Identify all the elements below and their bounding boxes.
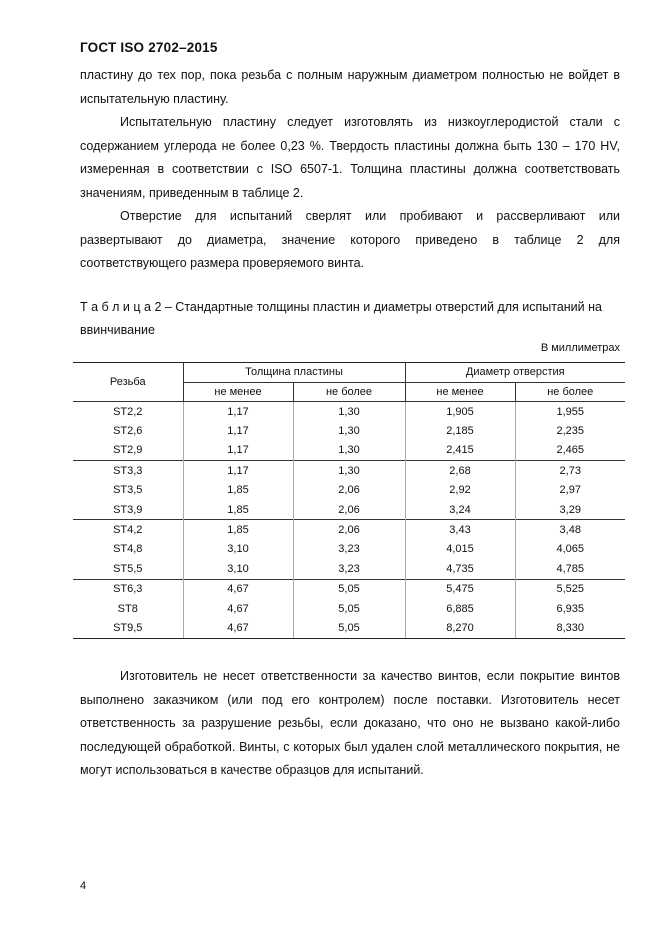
- cell-thickness-min: 4,67: [183, 599, 293, 618]
- plate-thickness-table: [73, 362, 625, 639]
- cell-diameter-min: 6,885: [405, 599, 515, 618]
- cell-thread: ST9,5: [73, 618, 183, 638]
- cell-thread: ST8: [117, 602, 138, 615]
- cell-diameter-min: 3,43: [405, 520, 515, 540]
- cell-thread: ST2,9: [113, 444, 143, 457]
- cell-thickness-min: 1,85: [183, 520, 293, 540]
- cell-diameter-max: 5,525: [515, 579, 625, 599]
- cell-diameter-max: 2,465: [515, 441, 625, 461]
- cell-diameter-max: 3,48: [515, 520, 625, 540]
- table-row: [73, 618, 625, 638]
- cell-thickness-min: 1,85: [183, 500, 293, 520]
- paragraph-test-hole: Отверстие для испытаний сверлят или пробивают и рассверливают или развертывают до диаметра, значение которого приведено в таблице 2 для соответствующего размера проверяемого винта.: [80, 209, 620, 270]
- cell-thickness-max: 2,06: [293, 500, 405, 520]
- cell-thickness-min: 1,17: [183, 461, 293, 481]
- cell-diameter-max: 3,29: [515, 500, 625, 520]
- table-units: В миллиметрах: [540, 342, 620, 354]
- cell-diameter-min: 2,185: [405, 421, 515, 440]
- cell-diameter-max: 4,785: [515, 559, 625, 579]
- table-row: [73, 461, 625, 481]
- table-row: [73, 441, 625, 461]
- cell-thread: ST3,3: [73, 461, 183, 481]
- header-hole-diameter: Диаметр отверстия: [405, 363, 625, 383]
- cell-thickness-max: 5,05: [293, 599, 405, 618]
- cell-thread: ST6,3: [73, 579, 183, 599]
- cell-thickness-max: 2,06: [293, 481, 405, 500]
- paragraph-continuation: пластину до тех пор, пока резьба с полным наружным диаметром полностью не войдет в испытательную пластину.: [80, 68, 620, 106]
- header-diameter-max: не более: [515, 382, 625, 402]
- document-header: ГОСТ ISO 2702–2015: [80, 40, 218, 55]
- table-row: [73, 579, 625, 599]
- cell-thickness-min: 4,67: [183, 579, 293, 599]
- cell-diameter-max: 2,73: [515, 461, 625, 481]
- table-row: [73, 540, 625, 559]
- page-number: 4: [80, 880, 87, 892]
- cell-diameter-min: 3,24: [405, 500, 515, 520]
- cell-thickness-min: 4,67: [183, 618, 293, 638]
- header-thread: Резьба: [73, 363, 183, 402]
- table-row: [73, 599, 625, 618]
- table-row: [73, 481, 625, 500]
- cell-thread: ST5,5: [113, 562, 143, 575]
- intro-text: [80, 64, 620, 276]
- cell-thickness-max: 3,23: [293, 559, 405, 579]
- cell-diameter-min: 8,270: [405, 618, 515, 638]
- header-thickness-max: не более: [293, 382, 405, 402]
- table-row: [73, 421, 625, 440]
- table-row: [73, 402, 625, 422]
- header-diameter-min: не менее: [405, 382, 515, 402]
- cell-diameter-max: 8,330: [515, 618, 625, 638]
- cell-thickness-min: 1,17: [183, 441, 293, 461]
- cell-thickness-min: 1,85: [183, 481, 293, 500]
- cell-thread: ST3,9: [113, 503, 143, 516]
- cell-diameter-min: 1,905: [405, 402, 515, 422]
- cell-thread: ST4,8: [113, 543, 143, 556]
- table-row: [73, 500, 625, 520]
- cell-thickness-max: 1,30: [293, 461, 405, 481]
- table-row: [73, 520, 625, 540]
- cell-thread: ST2,2: [73, 402, 183, 422]
- table-caption: Т а б л и ц а 2 – Стандартные толщины пластин и диаметры отверстий для испытаний на ввинчивание: [80, 300, 602, 337]
- cell-diameter-min: 2,68: [405, 461, 515, 481]
- cell-diameter-max: 4,065: [515, 540, 625, 559]
- cell-thread: ST4,2: [73, 520, 183, 540]
- header-plate-thickness: Толщина пластины: [183, 363, 405, 383]
- cell-thickness-min: 1,17: [183, 421, 293, 440]
- cell-diameter-min: 2,415: [405, 441, 515, 461]
- closing-text: [80, 665, 620, 783]
- cell-diameter-min: 5,475: [405, 579, 515, 599]
- cell-thickness-min: 1,17: [183, 402, 293, 422]
- cell-thread: ST3,5: [113, 484, 143, 497]
- paragraph-test-plate: Испытательную пластину следует изготовлять из низкоуглеродистой стали с содержанием углерода не более 0,23 %. Твердость пластины должна быть 130 – 170 HV, измеренная в соответствии с ISO 6507-1. Толщина пластины должна соответствовать значениям, приведенным в таблице 2.: [80, 115, 620, 200]
- cell-diameter-min: 4,735: [405, 559, 515, 579]
- cell-thickness-max: 5,05: [293, 579, 405, 599]
- cell-diameter-max: 2,97: [515, 481, 625, 500]
- cell-diameter-min: 2,92: [405, 481, 515, 500]
- header-thickness-min: не менее: [183, 382, 293, 402]
- cell-diameter-max: 1,955: [515, 402, 625, 422]
- cell-thickness-max: 1,30: [293, 421, 405, 440]
- cell-diameter-min: 4,015: [405, 540, 515, 559]
- cell-diameter-max: 6,935: [515, 599, 625, 618]
- cell-thickness-max: 2,06: [293, 520, 405, 540]
- cell-thickness-max: 1,30: [293, 402, 405, 422]
- cell-thickness-min: 3,10: [183, 559, 293, 579]
- cell-thickness-max: 3,23: [293, 540, 405, 559]
- cell-thread: ST2,6: [113, 425, 143, 438]
- paragraph-responsibility: Изготовитель не несет ответственности за качество винтов, если покрытие винтов выполнено заказчиком (или под его контролем) после поставки. Изготовитель несет ответственность за разрушение резьбы, если доказано, что оно не вызвано какой-либо последующей обработкой. Винты, с которых был удален слой металлического покрытия, не могут использоваться в качестве образцов для испытаний.: [80, 669, 620, 777]
- cell-thickness-min: 3,10: [183, 540, 293, 559]
- cell-diameter-max: 2,235: [515, 421, 625, 440]
- table-row: [73, 559, 625, 579]
- cell-thickness-max: 5,05: [293, 618, 405, 638]
- cell-thickness-max: 1,30: [293, 441, 405, 461]
